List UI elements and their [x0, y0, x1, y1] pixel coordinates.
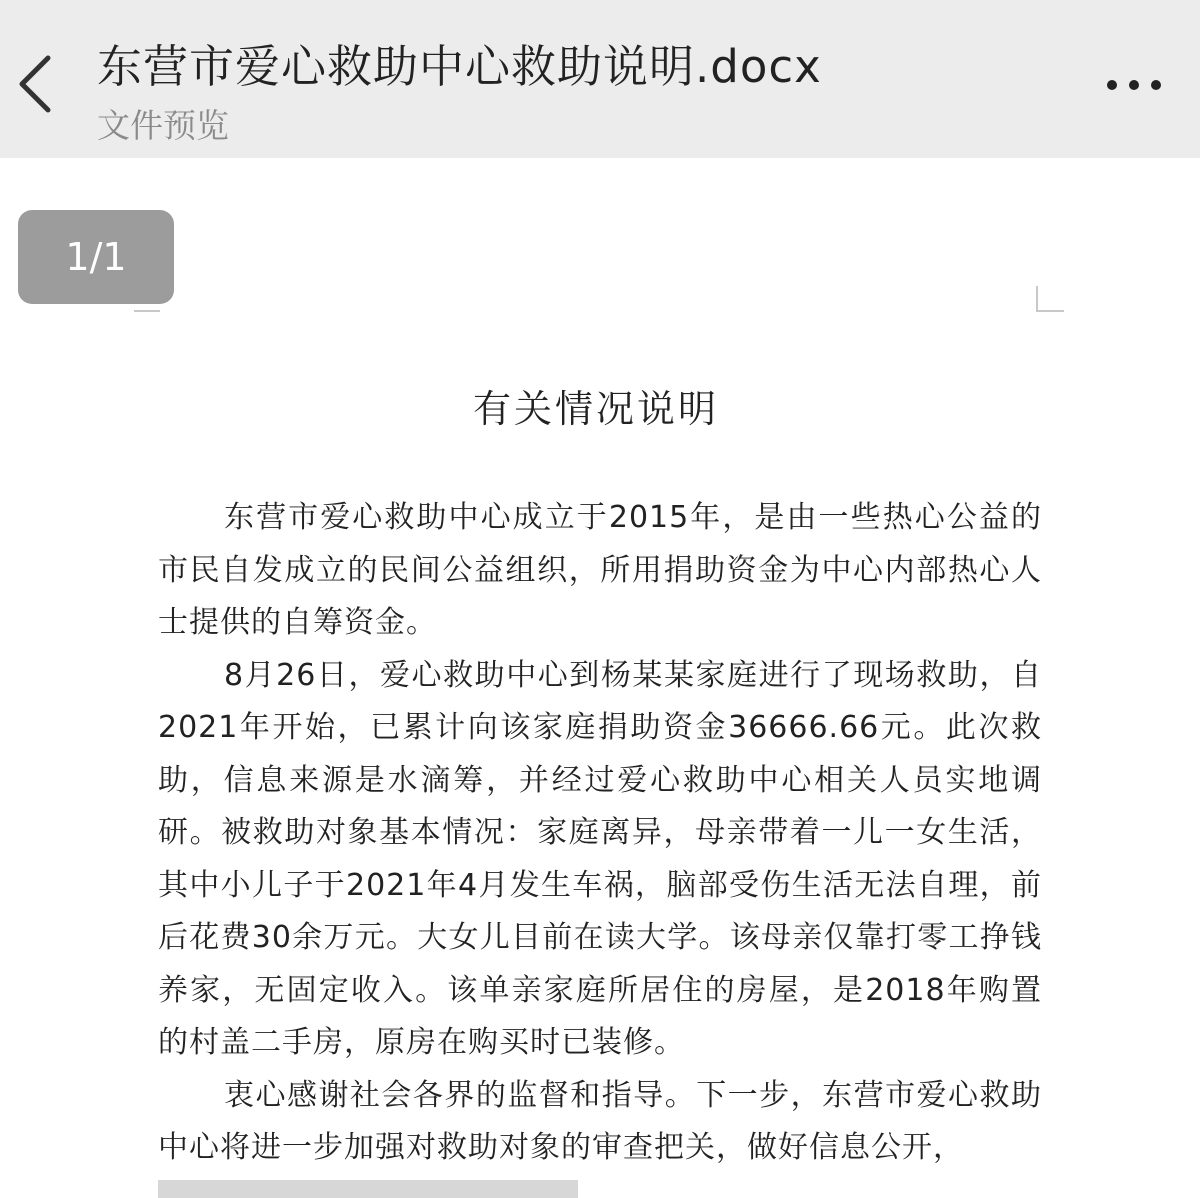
page-margin-corner-left	[134, 286, 160, 312]
back-button[interactable]	[8, 48, 60, 120]
page-margin-corner-right	[1036, 286, 1064, 312]
paragraph: 8月26日，爱心救助中心到杨某某家庭进行了现场救助，自2021年开始，已累计向该家庭捐助资金36666.66元。此次救助，信息来源是水滴筹，并经过爱心救助中心相关人员实地调研。被救助对象基本情况：家庭离异，母亲带着一儿一女生活，其中小儿子于2021年4月发生车祸，脑部受伤生活无法自理，前后花费30余万元。大女儿目前在读大学。该母亲仅靠打零工挣钱养家，无固定收入。该单亲家庭所居住的房屋，是2018年购置的村盖二手房，原房在购买时已装修。	[158, 657, 1042, 1060]
more-button[interactable]	[1098, 70, 1170, 100]
file-title: 东营市爱心救助中心救助说明.docx	[97, 40, 822, 93]
app-header	[0, 0, 1200, 158]
paragraph: 东营市爱心救助中心成立于2015年，是由一些热心公益的市民自发成立的民间公益组织，所用捐助资金为中心内部热心人士提供的自筹资金。	[158, 500, 1042, 640]
chevron-left-icon	[8, 48, 60, 120]
document-title: 有关情况说明	[472, 387, 719, 431]
page-indicator: 1/1	[18, 210, 174, 304]
cut-off-text-line	[158, 1180, 578, 1198]
more-horizontal-icon	[1098, 70, 1170, 100]
file-preview-label: 文件预览	[97, 106, 229, 145]
document-body	[158, 492, 1042, 1175]
paragraph: 衷心感谢社会各界的监督和指导。下一步，东营市爱心救助中心将进一步加强对救助对象的审查把关，做好信息公开，	[158, 1077, 1042, 1165]
